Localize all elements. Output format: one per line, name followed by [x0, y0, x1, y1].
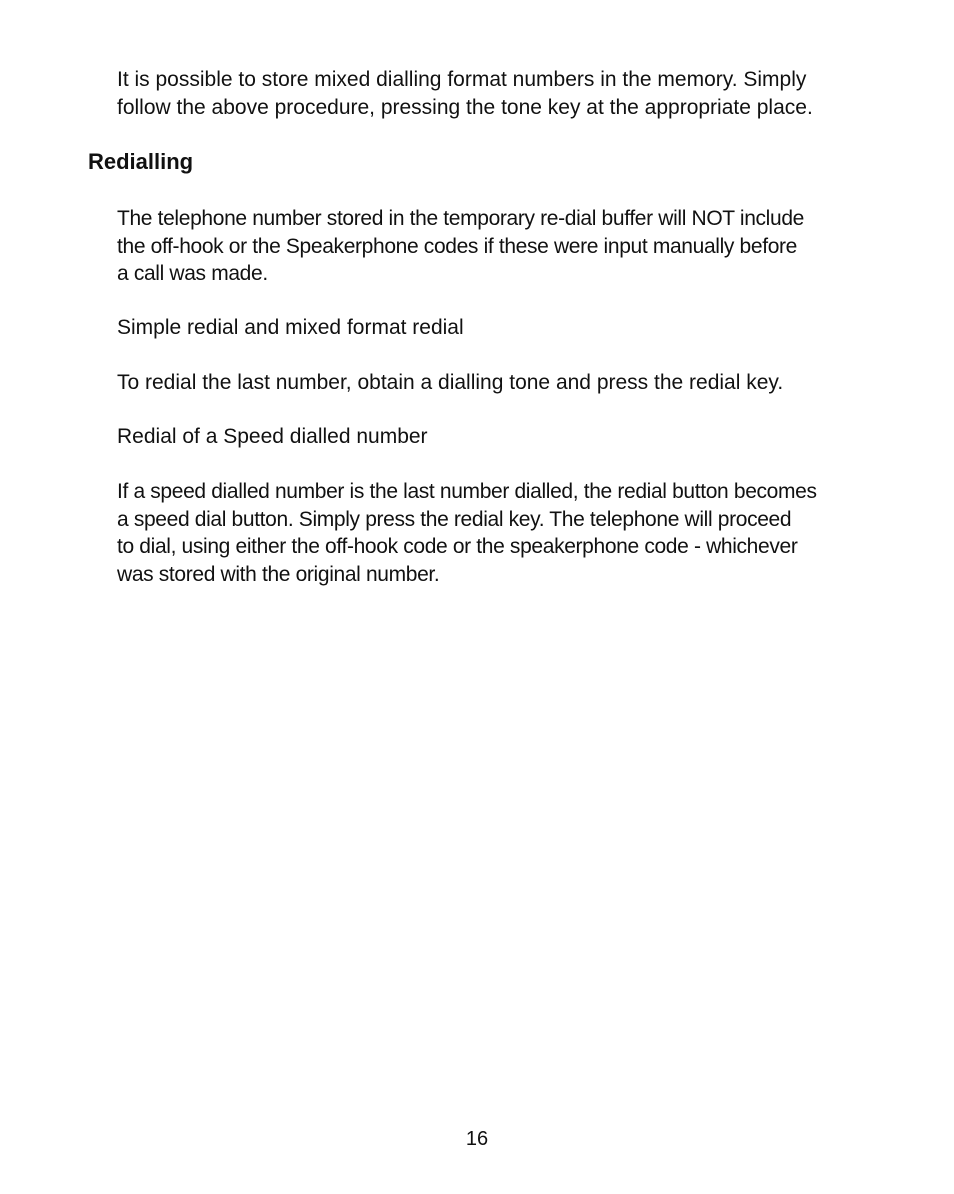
section-heading: Redialling	[88, 149, 194, 174]
redial-buffer-paragraph	[117, 205, 877, 288]
page-number: 16	[465, 1128, 489, 1150]
para1-line-3: a call was made.	[117, 262, 268, 285]
simple-redial-paragraph: To redial the last number, obtain a dialling tone and press the redial key.	[117, 371, 784, 394]
para3-line-3: to dial, using either the off-hook code or the speakerphone code - whichever	[117, 535, 798, 558]
subheading-simple-redial: Simple redial and mixed format redial	[117, 316, 464, 339]
para3-line-1: If a speed dialled number is the last number dialled, the redial button becomes	[117, 480, 817, 503]
intro-line-1: It is possible to store mixed dialling format numbers in the memory. Simply	[117, 68, 807, 91]
intro-line-2: follow the above procedure, pressing the tone key at the appropriate place.	[117, 95, 813, 119]
speed-redial-paragraph	[117, 478, 877, 588]
para1-line-1: The telephone number stored in the temporary re-dial buffer will NOT include	[117, 207, 804, 230]
para3-line-2: a speed dial button. Simply press the redial key. The telephone will proceed	[117, 507, 792, 531]
subheading-speed-redial: Redial of a Speed dialled number	[117, 425, 428, 448]
intro-paragraph	[117, 66, 877, 121]
para3-line-4: was stored with the original number.	[117, 562, 440, 586]
para1-line-2: the off-hook or the Speakerphone codes if these were input manually before	[117, 234, 798, 258]
